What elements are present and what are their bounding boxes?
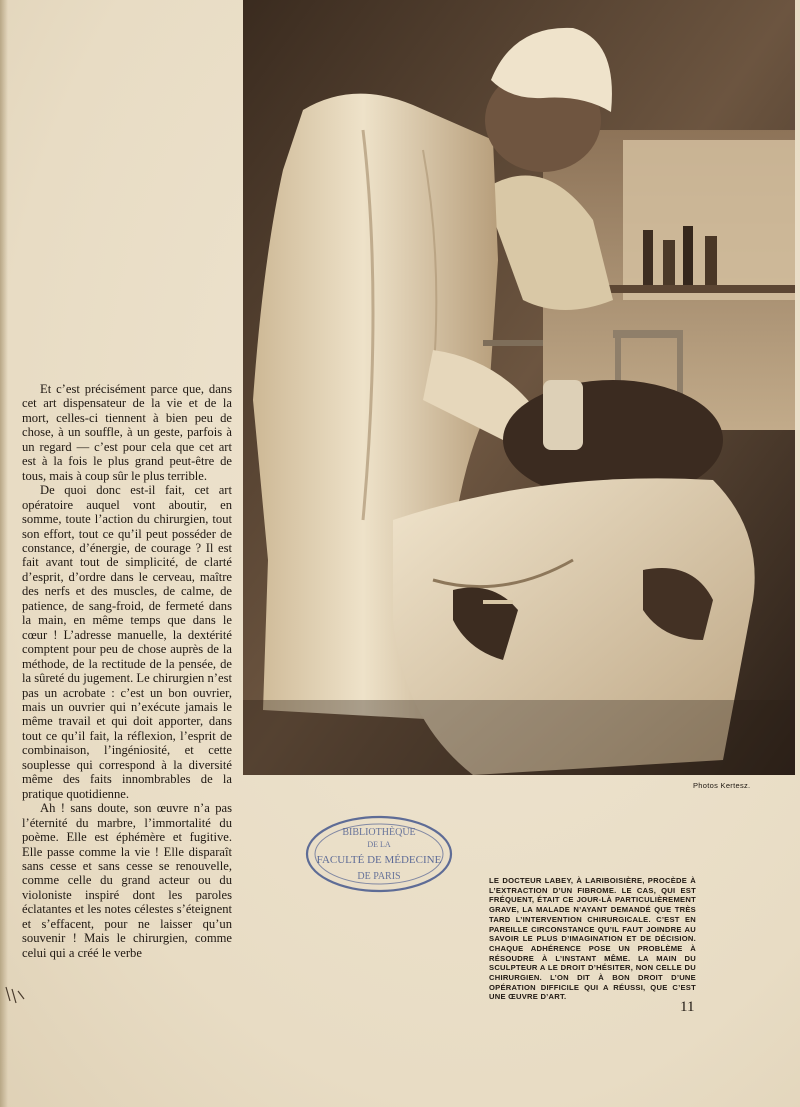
stamp-line-1: BIBLIOTHÈQUE bbox=[342, 827, 416, 838]
page-fold-shadow bbox=[0, 0, 8, 1107]
stamp-line-2: DE LA bbox=[367, 840, 391, 849]
article-paragraph-3: Ah ! sans doute, son œuvre n’a pas l’éternité du marbre, l’immortalité du poème. Elle est éphémère et fugitive. Elle passe comme la vie ! Elle disparaît sans cesse et sans cesse se renouvelle, comme celle du grand acteur ou du violoniste inspiré dont les paroles éclatantes et les notes célestes s’éteignent et s’effacent, pour ne laisser qu’un souvenir ! Mais le chirurgien, comme celui qui a créé le verbe bbox=[22, 801, 232, 960]
page-number: 11 bbox=[680, 999, 695, 1015]
article-paragraph-1: Et c’est précisément parce que, dans cet art dispensateur de la vie et de la mort, celles-ci tiennent à bien peu de chose, à un souffle, à un geste, parfois à un regard — c’est pour cela que cet art est à la fois le plus grand peut-être de tous, mais à coup sûr le plus terrible. bbox=[22, 382, 232, 483]
stamp-line-3: FACULTÉ DE MÉDECINE bbox=[316, 854, 442, 866]
pencil-mark-icon bbox=[4, 985, 30, 1005]
library-stamp-icon bbox=[303, 813, 455, 895]
surgery-photograph bbox=[243, 0, 795, 775]
photo-credit: Photos Kertesz. bbox=[693, 781, 751, 790]
surgery-photograph-drawing bbox=[243, 0, 795, 775]
article-body bbox=[22, 382, 232, 960]
article-paragraph-2: De quoi donc est-il fait, cet art opératoire auquel vont aboutir, en somme, toute l’action du chirurgien, tout son effort, tout ce qu’il peut posséder de constance, d’énergie, de courage ? Il est fait avant tout de simplicité, de clarté d’esprit, d’ordre dans le cerveau, maître des nerfs et des muscles, de calme, de patience, de sang-froid, de fermeté dans la main, en même temps que dans le cœur ! L’adresse manuelle, la dextérité comptent pour peu de chose auprès de la méthode, de la rectitude de la pensée, de la sûreté du jugement. Le chirurgien n’est pas un acrobate : c’est un bon ouvrier, mais un ouvrier qui n’exécute jamais le même travail et qui doit apporter, dans tout ce qu’il fait, la réflexion, l’esprit de combinaison, l’ingéniosité, et cette souplesse qui correspond à la diversité même des faits innombrables de la pratique quotidienne. bbox=[22, 483, 232, 801]
photo-caption: LE DOCTEUR LABEY, À LARIBOISIÈRE, PROCÈDE À L’EXTRACTION D’UN FIBROME. LE CAS, QUI EST FRÉQUENT, ÉTAIT CE JOUR-LÀ PARTICULIÈREMENT GRAVE, LA MALADE N’AYANT DEMANDÉ QUE TRÈS TARD L’INTERVENTION CHIRURGICALE. C’EST EN PAREILLE CIRCONSTANCE QU’IL FAUT JOINDRE AU SAVOIR LE PLUS D’IMAGINATION ET DE DÉCISION. CHAQUE ADHÉRENCE POSE UN PROBLÈME À RÉSOUDRE À L’INSTANT MÊME. LA MAIN DU SCULPTEUR A LE DROIT D’HÉSITER, NON CELLE DU CHIRURGIEN. L’ON DIT À BON DROIT D’UNE OPÉRATION DIFFICILE QUI A RÉUSSI, QUE C’EST UNE ŒUVRE D’ART. bbox=[489, 876, 696, 1002]
stamp-line-4: DE PARIS bbox=[357, 871, 401, 882]
